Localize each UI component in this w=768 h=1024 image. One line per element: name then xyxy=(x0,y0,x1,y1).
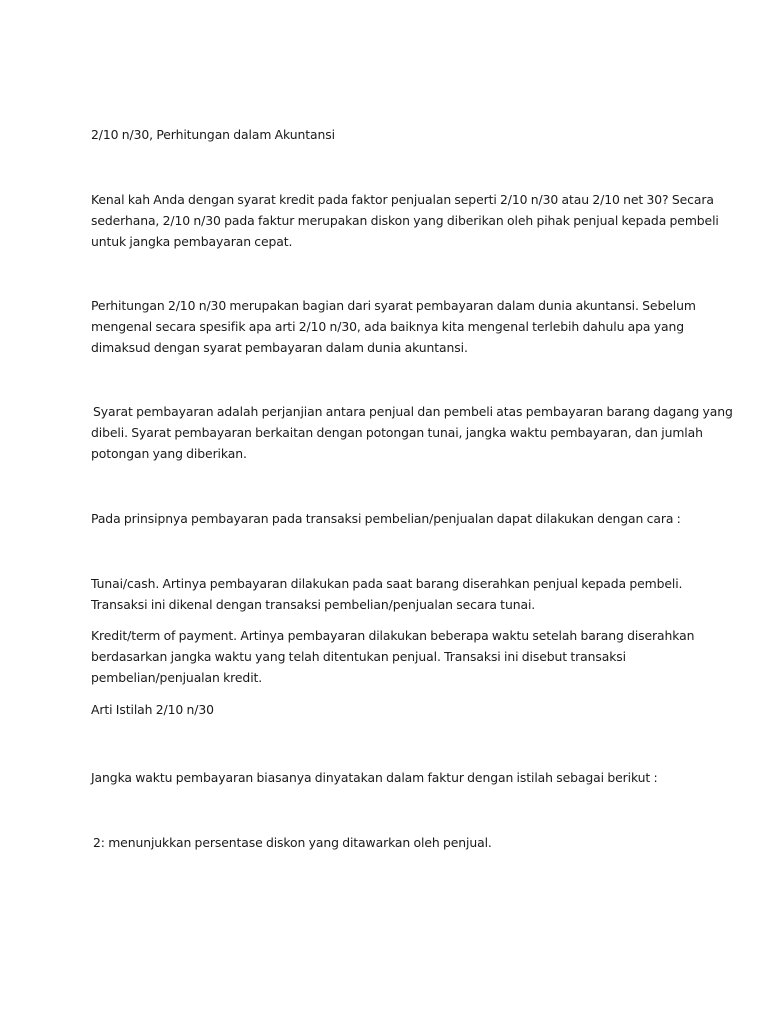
paragraph-line: Pada prinsipnya pembayaran pada transaksi pembelian/penjualan dapat dilakukan dengan cara : xyxy=(91,511,681,526)
paragraph-line: dibeli. Syarat pembayaran berkaitan dengan potongan tunai, jangka waktu pembayaran, dan jumlah xyxy=(91,425,703,440)
paragraph-principle xyxy=(91,508,681,529)
paragraph-line: Kenal kah Anda dengan syarat kredit pada faktor penjualan seperti 2/10 n/30 atau 2/10 net 30? Secara xyxy=(91,192,714,207)
paragraph-line: Transaksi ini dikenal dengan transaksi pembelian/penjualan secara tunai. xyxy=(91,597,536,612)
paragraph-line: Arti Istilah 2/10 n/30 xyxy=(91,702,214,717)
paragraph-intro xyxy=(91,189,719,252)
paragraph-line: potongan yang diberikan. xyxy=(91,446,247,461)
paragraph-line: 2: menunjukkan persentase diskon yang ditawarkan oleh penjual. xyxy=(93,835,492,850)
document-title xyxy=(91,124,681,145)
paragraph-line: Perhitungan 2/10 n/30 merupakan bagian dari syarat pembayaran dalam dunia akuntansi. Sebelum xyxy=(91,298,696,313)
paragraph-calculation xyxy=(91,295,696,358)
title-line: 2/10 n/30, Perhitungan dalam Akuntansi xyxy=(91,127,335,142)
paragraph-line: mengenal secara spesifik apa arti 2/10 n/30, ada baiknya kita mengenal terlebih dahulu apa yang xyxy=(91,319,685,334)
paragraph-line: untuk jangka pembayaran cepat. xyxy=(91,234,293,249)
paragraph-term-notation xyxy=(91,767,681,788)
paragraph-line: sederhana, 2/10 n/30 pada faktur merupakan diskon yang diberikan oleh pihak penjual kepada pembeli xyxy=(91,213,719,228)
paragraph-line: dimaksud dengan syarat pembayaran dalam dunia akuntansi. xyxy=(91,340,468,355)
paragraph-payment-terms xyxy=(91,401,733,464)
paragraph-line: Kredit/term of payment. Artinya pembayaran dilakukan beberapa waktu setelah barang diserahkan xyxy=(91,628,695,643)
paragraph-cash xyxy=(91,573,681,615)
paragraph-discount xyxy=(91,832,681,853)
paragraph-line: berdasarkan jangka waktu yang telah ditentukan penjual. Transaksi ini disebut transaksi xyxy=(91,649,626,664)
paragraph-line: pembelian/penjualan kredit. xyxy=(91,670,263,685)
paragraph-line: Syarat pembayaran adalah perjanjian antara penjual dan pembeli atas pembayaran barang dagang yang xyxy=(93,404,733,419)
paragraph-line: Jangka waktu pembayaran biasanya dinyatakan dalam faktur dengan istilah sebagai berikut : xyxy=(91,770,658,785)
paragraph-credit xyxy=(91,625,695,688)
section-heading xyxy=(91,699,681,720)
paragraph-line: Tunai/cash. Artinya pembayaran dilakukan pada saat barang diserahkan penjual kepada pembeli. xyxy=(91,576,683,591)
